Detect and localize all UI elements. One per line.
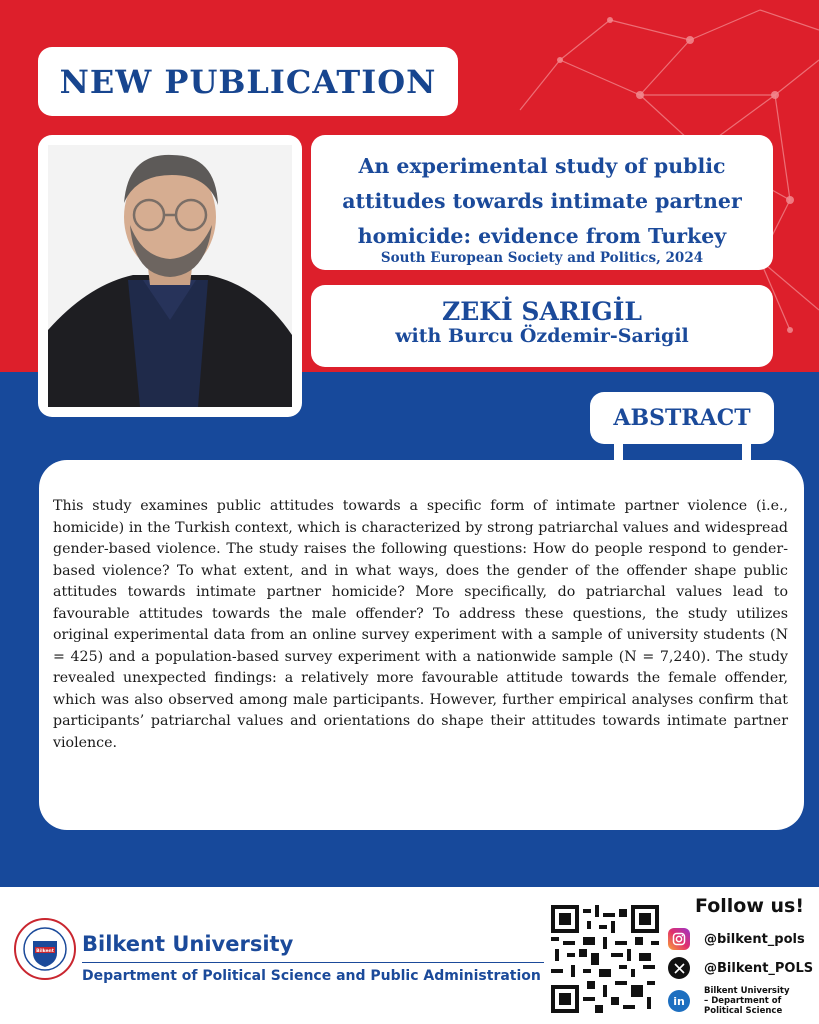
bilkent-logo xyxy=(13,917,77,985)
department-name: Department of Political Science and Public Administration xyxy=(82,968,541,984)
publication-title-line: homicide: evidence from Turkey xyxy=(357,224,727,248)
svg-text:Bilkent: Bilkent xyxy=(36,949,54,954)
qr-code[interactable] xyxy=(551,905,659,1017)
authors-card xyxy=(311,285,773,367)
main-author: ZEKİ SARIGİL xyxy=(442,297,642,326)
instagram-icon xyxy=(668,928,690,950)
university-name: Bilkent University xyxy=(82,932,294,956)
new-publication-badge xyxy=(38,47,458,116)
author-photo xyxy=(48,145,292,407)
linkedin-link[interactable] xyxy=(668,986,794,1016)
publication-title-line: An experimental study of public xyxy=(358,154,726,178)
abstract-heading-tab xyxy=(590,392,774,444)
linkedin-icon: in xyxy=(668,990,690,1012)
publication-title-card xyxy=(311,135,773,270)
publication-title-line: attitudes towards intimate partner xyxy=(342,189,742,213)
co-author: with Burcu Özdemir-Sarigil xyxy=(395,325,689,347)
badge-label: NEW PUBLICATION xyxy=(59,62,437,101)
instagram-link[interactable] xyxy=(668,928,805,950)
x-icon xyxy=(668,957,690,979)
linkedin-handle: Bilkent University – Department of Political Science xyxy=(704,986,790,1016)
author-photo-card xyxy=(38,135,302,417)
divider xyxy=(82,962,544,963)
follow-us-label: Follow us! xyxy=(695,895,805,917)
x-link[interactable] xyxy=(668,957,813,979)
instagram-handle: @bilkent_pols xyxy=(704,931,805,947)
abstract-heading: ABSTRACT xyxy=(613,405,751,431)
abstract-text: This study examines public attitudes towards a specific form of intimate partner violence (i.e., homicide) in the Turkish context, which is characterized by strong patriarchal values and widespread gender-based violence. The study raises the following questions: How do people respond to gender-based violence? To what extent, and in what ways, does the gender of the offender shape public attitudes towards intimate partner homicide? More specifically, do patriarchal values lead to favourable attitudes towards the male offender? To address these questions, the study utilizes original experimental data from an online survey experiment with a sample of university students (N = 425) and a population-based survey experiment with a nationwide sample (N = 7,240). The study revealed unexpected findings: a relatively more favourable attitude towards the female offender, which was also observed among male participants. However, further empirical analyses confirm that participants’ patriarchal values and orientations do shape their attitudes towards intimate partner violence. xyxy=(53,498,788,751)
abstract-card xyxy=(39,460,804,830)
x-handle: @Bilkent_POLS xyxy=(704,960,814,976)
journal-citation: South European Society and Politics, 2024 xyxy=(380,250,704,266)
